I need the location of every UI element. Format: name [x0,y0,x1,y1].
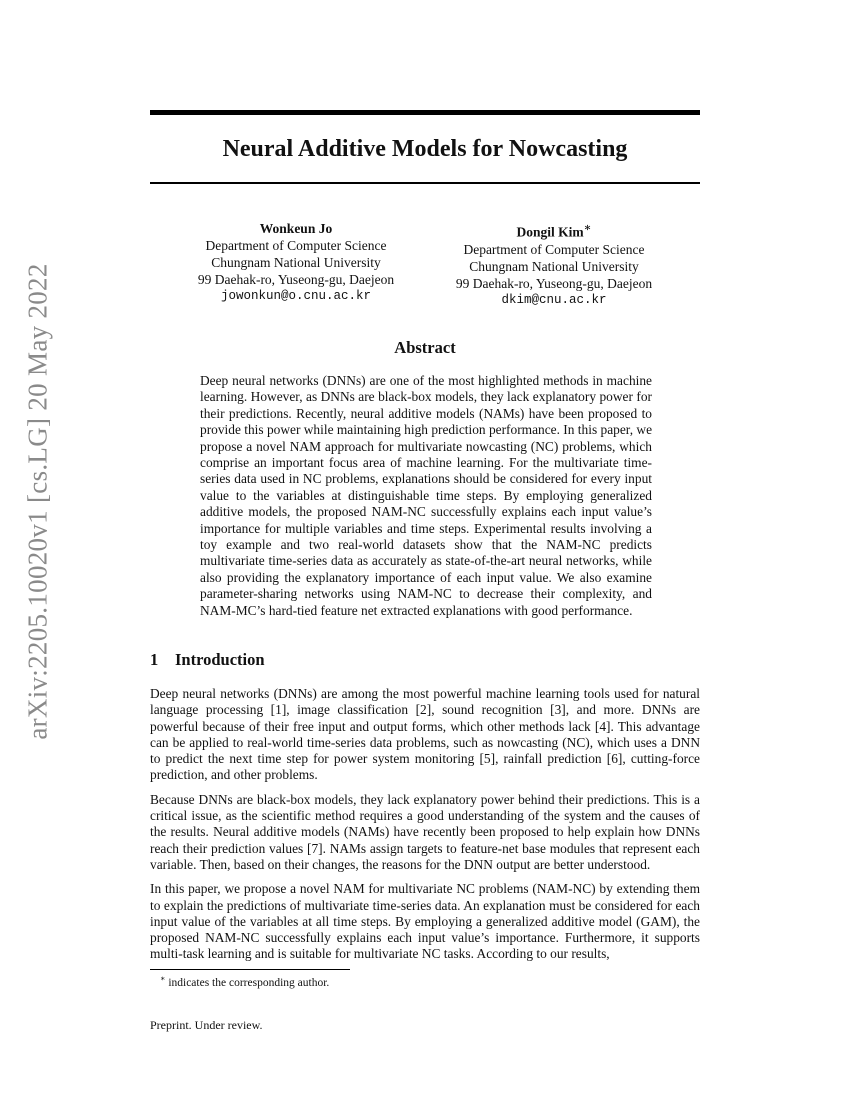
footnote-mark: ∗ [160,974,166,983]
arxiv-stamp-text: arXiv:2205.10020v1 [cs.LG] 20 May 2022 [22,262,53,740]
author-block-2 [424,220,684,309]
paper-title: Neural Additive Models for Nowcasting [222,136,628,162]
author-address: 99 Daehak-ro, Yuseong-gu, Daejeon [197,272,395,287]
author-block-1 [166,220,426,305]
preprint-notice: Preprint. Under review. [150,1018,263,1032]
author-email: jowonkun@o.cnu.ac.kr [220,289,372,303]
author-university: Chungnam National University [469,258,639,274]
author-address: 99 Daehak-ro, Yuseong-gu, Daejeon [455,275,653,291]
section-title: Introduction [175,650,265,669]
corresponding-author-mark: ∗ [583,222,592,234]
author-university: Chungnam National University [211,255,381,270]
footnote [160,974,329,989]
body-paragraph: Because DNNs are black-box models, they lack explanatory power behind their predictions. This is a critical issue, as the scientific method requires a good understanding of the system and the causes of the results. Neural additive models (NAMs) have recently been proposed to help explain how DNNs reach their prediction values [7]. NAMs assign targets to feature-net base modules that represent each variable. Then, based on their changes, the reasons for the DNN output are better understood. [150,791,700,872]
body-paragraph: Deep neural networks (DNNs) are among the most powerful machine learning tools used for natural language processing [1], image classification [2], sound recognition [3], and more. DNNs are powerful because of their free input and output forms, which other methods lack [4]. This advantage can be applied to real-world time-series data problems, such as nowcasting (NC), which uses a DNN to predict the next time step for power system monitoring [5], rainfall prediction [6], cutting-force prediction, and other problems. [150,686,700,783]
section-number: 1 [150,650,159,669]
author-name: Wonkeun Jo [259,221,333,236]
author-name [424,220,684,241]
author-email: dkim@cnu.ac.kr [501,292,607,307]
arxiv-identifier-stamp [8,256,68,746]
abstract-heading: Abstract [394,338,456,357]
author-department: Department of Computer Science [463,241,645,257]
title-bottom-rule [150,182,700,184]
footnote-text: indicates the corresponding author. [168,976,330,989]
footnote-rule [150,969,350,970]
section-heading [150,650,265,670]
title-top-rule [150,110,700,115]
author-department: Department of Computer Science [205,238,387,253]
body-paragraph: In this paper, we propose a novel NAM for multivariate NC problems (NAM-NC) by extending them to explain the predictions of multivariate time-series data. An explanation must be considered for each input value of the variables at all time steps. By employing a generalized additive model (GAM), the proposed NAM-NC successfully explains each input value’s importance. Furthermore, it supports multi-task learning and is suitable for multivariate NC tasks. According to our results, [150,881,700,962]
abstract-text: Deep neural networks (DNNs) are one of the most highlighted methods in machine learning. However, as DNNs are black-box models, they lack explanatory power for their predictions. Recently, neural additive models (NAMs) have been proposed to provide this power while maintaining high prediction performance. In this paper, we propose a novel NAM approach for multivariate nowcasting (NC) problems, which comprise an important focus area of machine learning. For the multivariate time-series data used in NC problems, explanations should be considered for every input value to the variables at distinguishable time steps. By employing generalized additive models, the proposed NAM-NC successfully explains each input value’s importance for multiple variables and time steps. Experimental results involving a toy example and two real-world datasets show that the NAM-NC predicts multivariate time-series data as accurately as state-of-the-art neural networks, while also providing the explanatory importance of each input value. We also examine parameter-sharing networks using NAM-NC to decrease their complexity, and NAM-MC’s hard-tied feature net extracted explanations with good performance. [200,373,653,618]
section-body [150,686,700,971]
author-name-text: Dongil Kim [516,224,584,240]
